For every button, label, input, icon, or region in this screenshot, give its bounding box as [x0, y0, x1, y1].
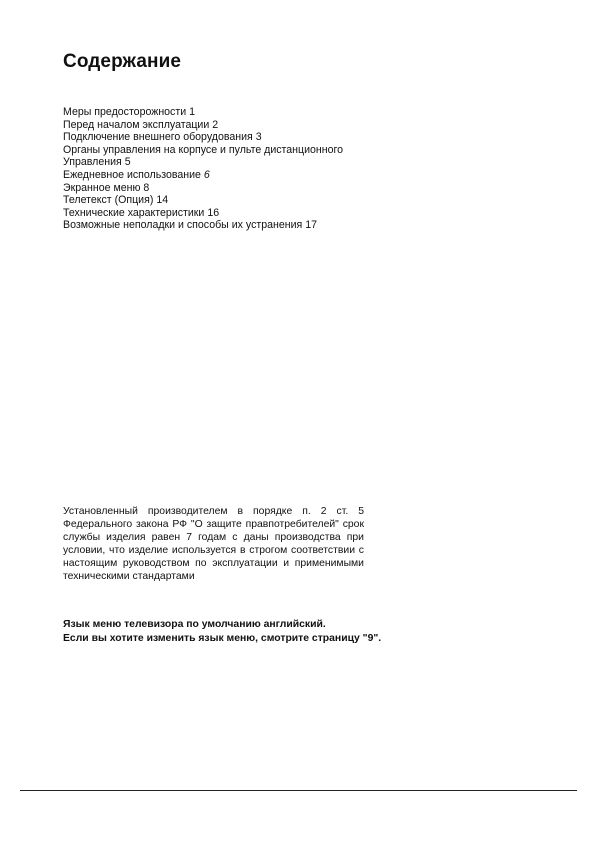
toc-item-page: 3 [255, 131, 262, 144]
toc-item [63, 119, 343, 132]
table-of-contents [63, 106, 343, 232]
toc-item [63, 144, 343, 157]
toc-item [63, 207, 343, 220]
toc-item-page: 6 [203, 168, 210, 181]
toc-item-page: 8 [143, 181, 150, 194]
toc-item-label: Технические характеристики [63, 206, 205, 219]
toc-item [63, 194, 343, 207]
toc-item-label: Органы управления на корпусе и пульте дистанционного [63, 143, 344, 156]
toc-item [63, 219, 343, 232]
toc-item-label: Перед началом эксплуатации [63, 118, 210, 131]
toc-item-page: 14 [156, 194, 169, 207]
toc-item-label: Подключение внешнего оборудования [63, 131, 253, 144]
toc-item-page: 5 [124, 156, 131, 169]
page-title: Содержание [63, 51, 182, 72]
toc-item [63, 106, 343, 119]
toc-item-label: Телетекст (Опция) [63, 194, 154, 207]
toc-item-page: 17 [305, 219, 318, 232]
toc-item-label: Возможные неполадки и способы их устранения [63, 219, 303, 232]
toc-item-page: 2 [212, 118, 219, 131]
toc-item-label: Экранное меню [63, 181, 141, 194]
toc-item [63, 156, 343, 169]
toc-item [63, 182, 343, 195]
service-life-notice: Установленный производителем в порядке п. 2 ст. 5 Федерального закона РФ "О защите правпотребителей" срок службы изделия равен 7 годам с даны производства при условии, что изделие используется в строгом соответствии с настоящим руководством по эксплуатации и применимыми техническими стандартами [63, 506, 364, 583]
toc-item [63, 169, 343, 182]
footer-divider [20, 790, 577, 791]
toc-item-label: Меры предосторожности [63, 106, 187, 118]
toc-item-label: Управления [63, 156, 122, 169]
toc-item [63, 131, 343, 144]
menu-language-note [63, 618, 381, 645]
toc-item-page: 1 [189, 106, 195, 118]
menu-language-note-line: Язык меню телевизора по умолчанию английский. [63, 619, 326, 630]
toc-item-page: 16 [207, 206, 220, 219]
menu-language-note-line: Если вы хотите изменить язык меню, смотрите страницу "9". [63, 632, 382, 644]
toc-item-label: Ежедневное использование [63, 168, 201, 181]
